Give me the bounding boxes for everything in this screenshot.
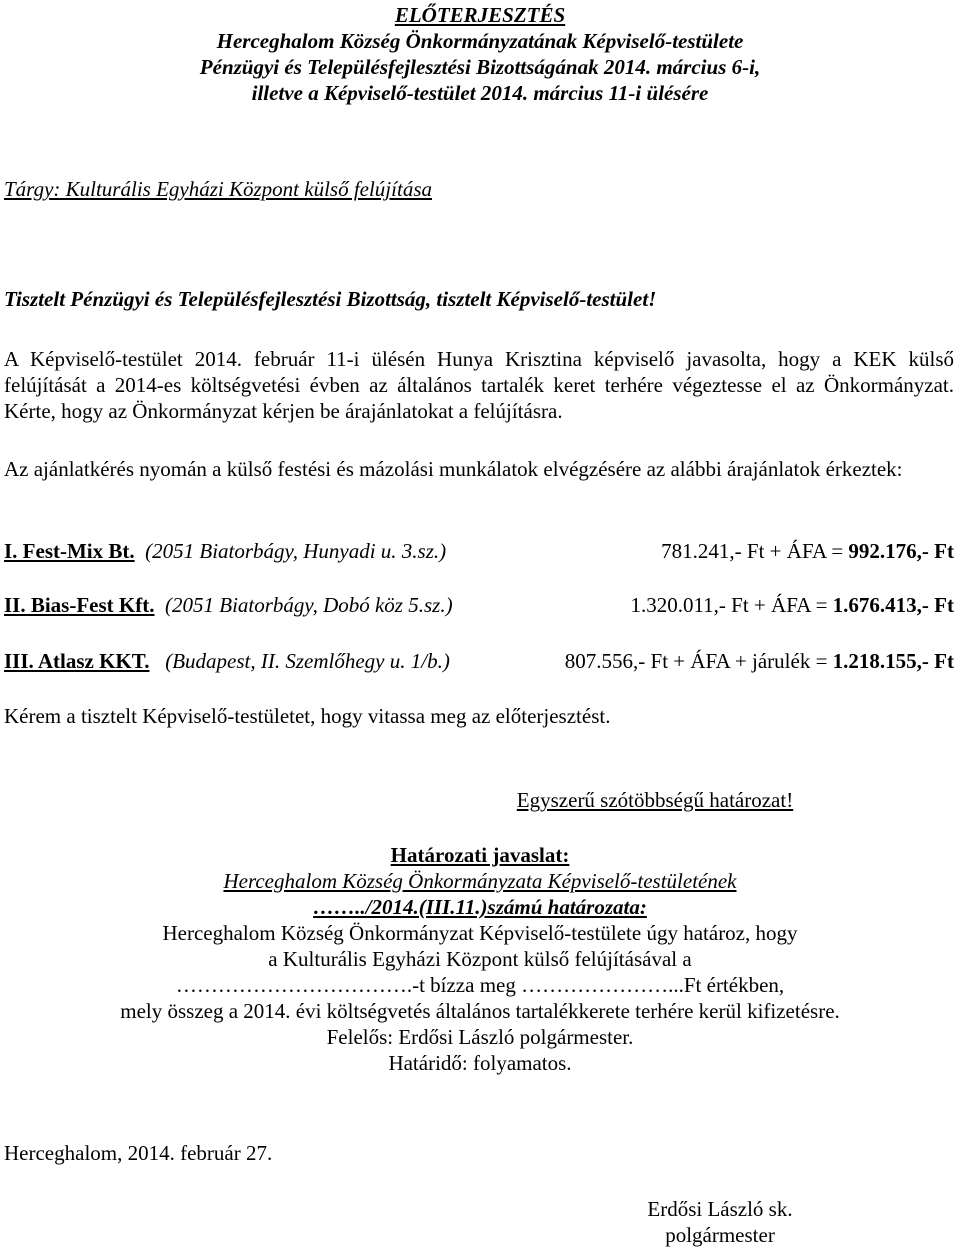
header-line-3: Pénzügyi és Településfejlesztési Bizottságának 2014. március 6-i, [199,55,761,79]
offer-row [4,592,954,618]
offer-company-address: (Budapest, II. Szemlőhegy u. 1/b.) [165,649,450,673]
salutation: Tisztelt Pénzügyi és Településfejlesztési Bizottság, tisztelt Képviselő-testület! [4,287,657,311]
paragraph-background: A Képviselő-testület 2014. február 11-i ülésén Hunya Krisztina képviselő javasolta, hogy a KEK külső felújítását a 2014-es költségvetési évben az általános tartalék keret terhére végeztesse el az Önkormányzat. Kérte, hogy az Önkormányzat kérjen be árajánlatokat a felújításra. [4,347,954,423]
offer-total: 1.676.413,- Ft [832,593,954,617]
offer-company-address: (2051 Biatorbágy, Hunyadi u. 3.sz.) [145,539,447,563]
offer-row [4,648,954,674]
resolution-number: ……../2014.(III.11.)számú határozata: [313,895,647,919]
document-title: ELŐTERJESZTÉS [394,3,566,27]
header-line-4: illetve a Képviselő-testület 2014. március 11-i ülésére [251,81,709,105]
paragraph-offers-intro: Az ajánlatkérés nyomán a külső festési és mázolási munkálatok elvégzésére az alábbi árajánlatok érkeztek: [4,457,903,481]
offer-company-address: (2051 Biatorbágy, Dobó köz 5.sz.) [165,593,453,617]
resolution-title: Határozati javaslat: [390,843,570,867]
resolution-line-2: a Kulturális Egyházi Központ külső felújításával a [268,947,692,971]
resolution-body-name: Herceghalom Község Önkormányzata Képviselő-testületének [223,869,737,893]
resolution-deadline: Határidő: folyamatos. [388,1051,572,1075]
subject-line: Tárgy: Kulturális Egyházi Központ külső felújítása [4,177,432,201]
resolution-line-4: mely összeg a 2014. évi költségvetés általános tartalékkerete terhére kerül kifizetésre. [120,999,840,1023]
signature-block [610,1196,830,1248]
resolution-line-3: …………………………….-t bízza meg …………………...Ft értékben, [175,973,785,997]
resolution-responsible: Felelős: Erdősi László polgármester. [326,1025,634,1049]
place-and-date: Herceghalom, 2014. február 27. [4,1141,273,1165]
signer-name: Erdősi László sk. [647,1197,793,1221]
offer-total: 992.176,- Ft [848,539,954,563]
request-sentence: Kérem a tisztelt Képviselő-testületet, hogy vitassa meg az előterjesztést. [4,704,611,728]
offer-row [4,538,954,564]
offer-price: 1.320.011,- Ft + ÁFA = [630,593,833,617]
signer-role: polgármester [665,1223,775,1247]
resolution-block [0,842,960,1076]
offer-price: 807.556,- Ft + ÁFA + járulék = [564,649,833,673]
offer-company-name: II. Bias-Fest Kft. [4,593,155,617]
offer-company-name: III. Atlasz KKT. [4,649,150,673]
offer-total: 1.218.155,- Ft [832,649,954,673]
offer-company-name: I. Fest-Mix Bt. [4,539,135,563]
header-line-2: Herceghalom Község Önkormányzatának Képviselő-testülete [216,29,744,53]
majority-note: Egyszerű szótöbbségű határozat! [516,788,794,812]
resolution-line-1: Herceghalom Község Önkormányzat Képviselő-testülete úgy határoz, hogy [162,921,798,945]
document-header [0,2,960,106]
offer-price: 781.241,- Ft + ÁFA = [661,539,849,563]
